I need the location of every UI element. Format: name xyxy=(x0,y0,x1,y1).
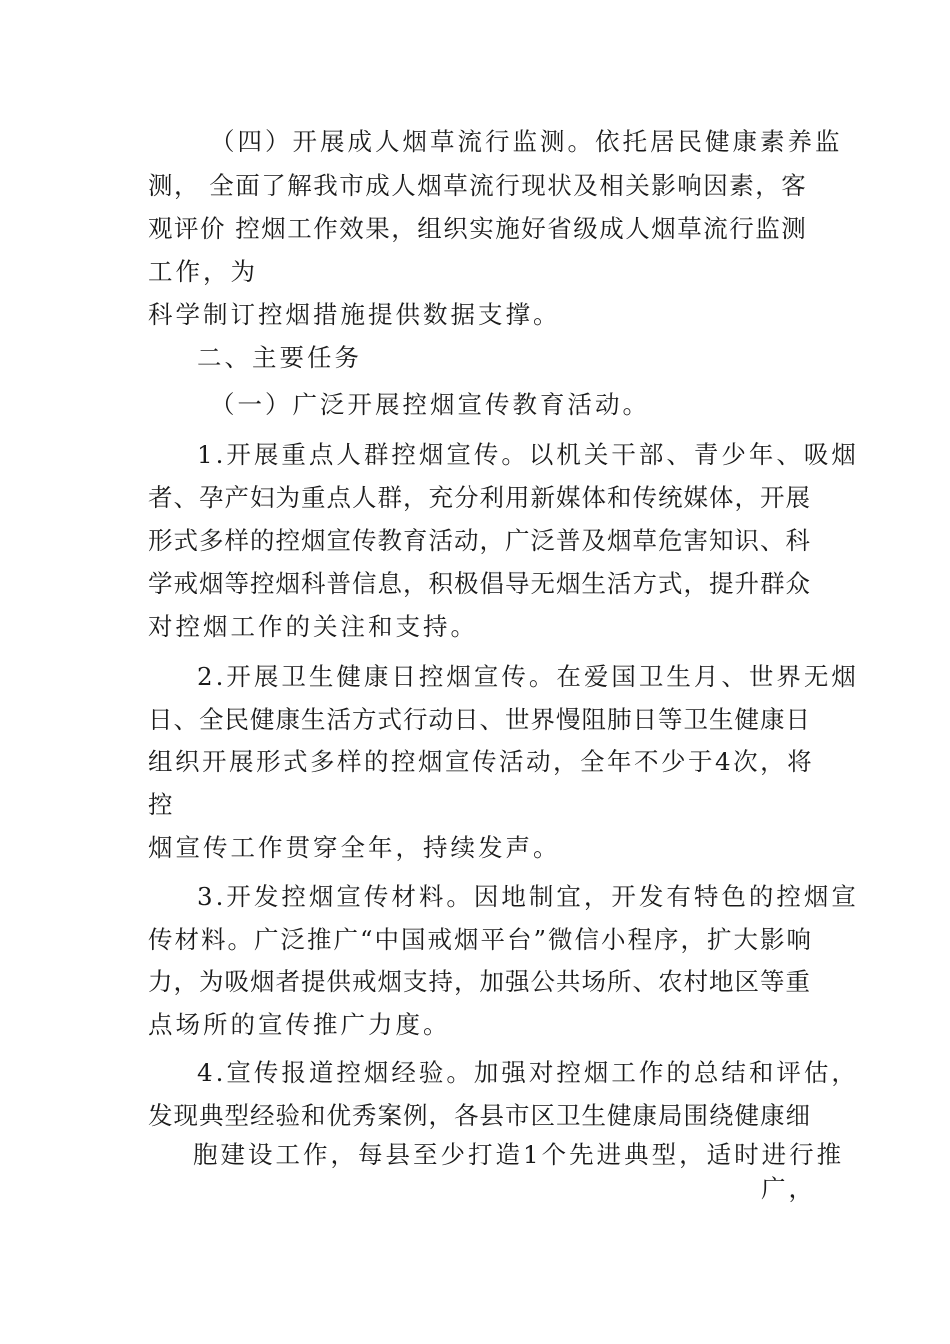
paragraph-line: 日、全民健康生活方式行动日、世界慢阻肺日等卫生健康日 xyxy=(148,705,811,734)
paragraph-line: 点场所的宣传推广力度。 xyxy=(148,1010,451,1039)
paragraph-line: 科学制订控烟措施提供数据支撑。 xyxy=(148,300,561,329)
paragraph-line: 测， 全面了解我市成人烟草流行现状及相关影响因素，客 xyxy=(148,171,808,200)
subsection-heading: （一）广泛开展控烟宣传教育活动。 xyxy=(210,390,650,419)
paragraph-line: 广， xyxy=(761,1174,816,1203)
paragraph-line: 发现典型经验和优秀案例，各县市区卫生健康局围绕健康细 xyxy=(148,1101,811,1130)
paragraph-line: （四）开展成人烟草流行监测。依托居民健康素养监 xyxy=(210,127,843,156)
paragraph-line: 3.开发控烟宣传材料。因地制宜，开发有特色的控烟宣 xyxy=(197,882,859,911)
paragraph-line: 4.宣传报道控烟经验。加强对控烟工作的总结和评估， xyxy=(197,1058,859,1087)
paragraph-line: 力，为吸烟者提供戒烟支持，加强公共场所、农村地区等重 xyxy=(148,967,811,996)
section-heading: 二、主要任务 xyxy=(197,343,362,372)
paragraph-line: 观评价 控烟工作效果，组织实施好省级成人烟草流行监测 xyxy=(148,214,808,243)
paragraph-line: 烟宣传工作贯穿全年，持续发声。 xyxy=(148,833,561,862)
paragraph-line: 传材料。广泛推广“中国戒烟平台”微信小程序，扩大影响 xyxy=(148,925,814,954)
paragraph-line: 者、孕产妇为重点人群，充分利用新媒体和传统媒体，开展 xyxy=(148,483,811,512)
paragraph-line: 对控烟工作的关注和支持。 xyxy=(148,612,478,641)
paragraph-line: 学戒烟等控烟科普信息，积极倡导无烟生活方式，提升群众 xyxy=(148,569,811,598)
paragraph-line: 2.开展卫生健康日控烟宣传。在爱国卫生月、世界无烟 xyxy=(197,662,859,691)
paragraph-line: 形式多样的控烟宣传教育活动，广泛普及烟草危害知识、科 xyxy=(148,526,811,555)
paragraph-line: 工作，为 xyxy=(148,257,258,286)
paragraph-line: 控 xyxy=(148,790,176,819)
paragraph-line: 胞建设工作，每县至少打造1个先进典型，适时进行推 xyxy=(193,1140,845,1169)
paragraph-line: 1.开展重点人群控烟宣传。以机关干部、青少年、吸烟 xyxy=(197,440,859,469)
paragraph-line: 组织开展形式多样的控烟宣传活动，全年不少于4次，将 xyxy=(148,747,815,776)
